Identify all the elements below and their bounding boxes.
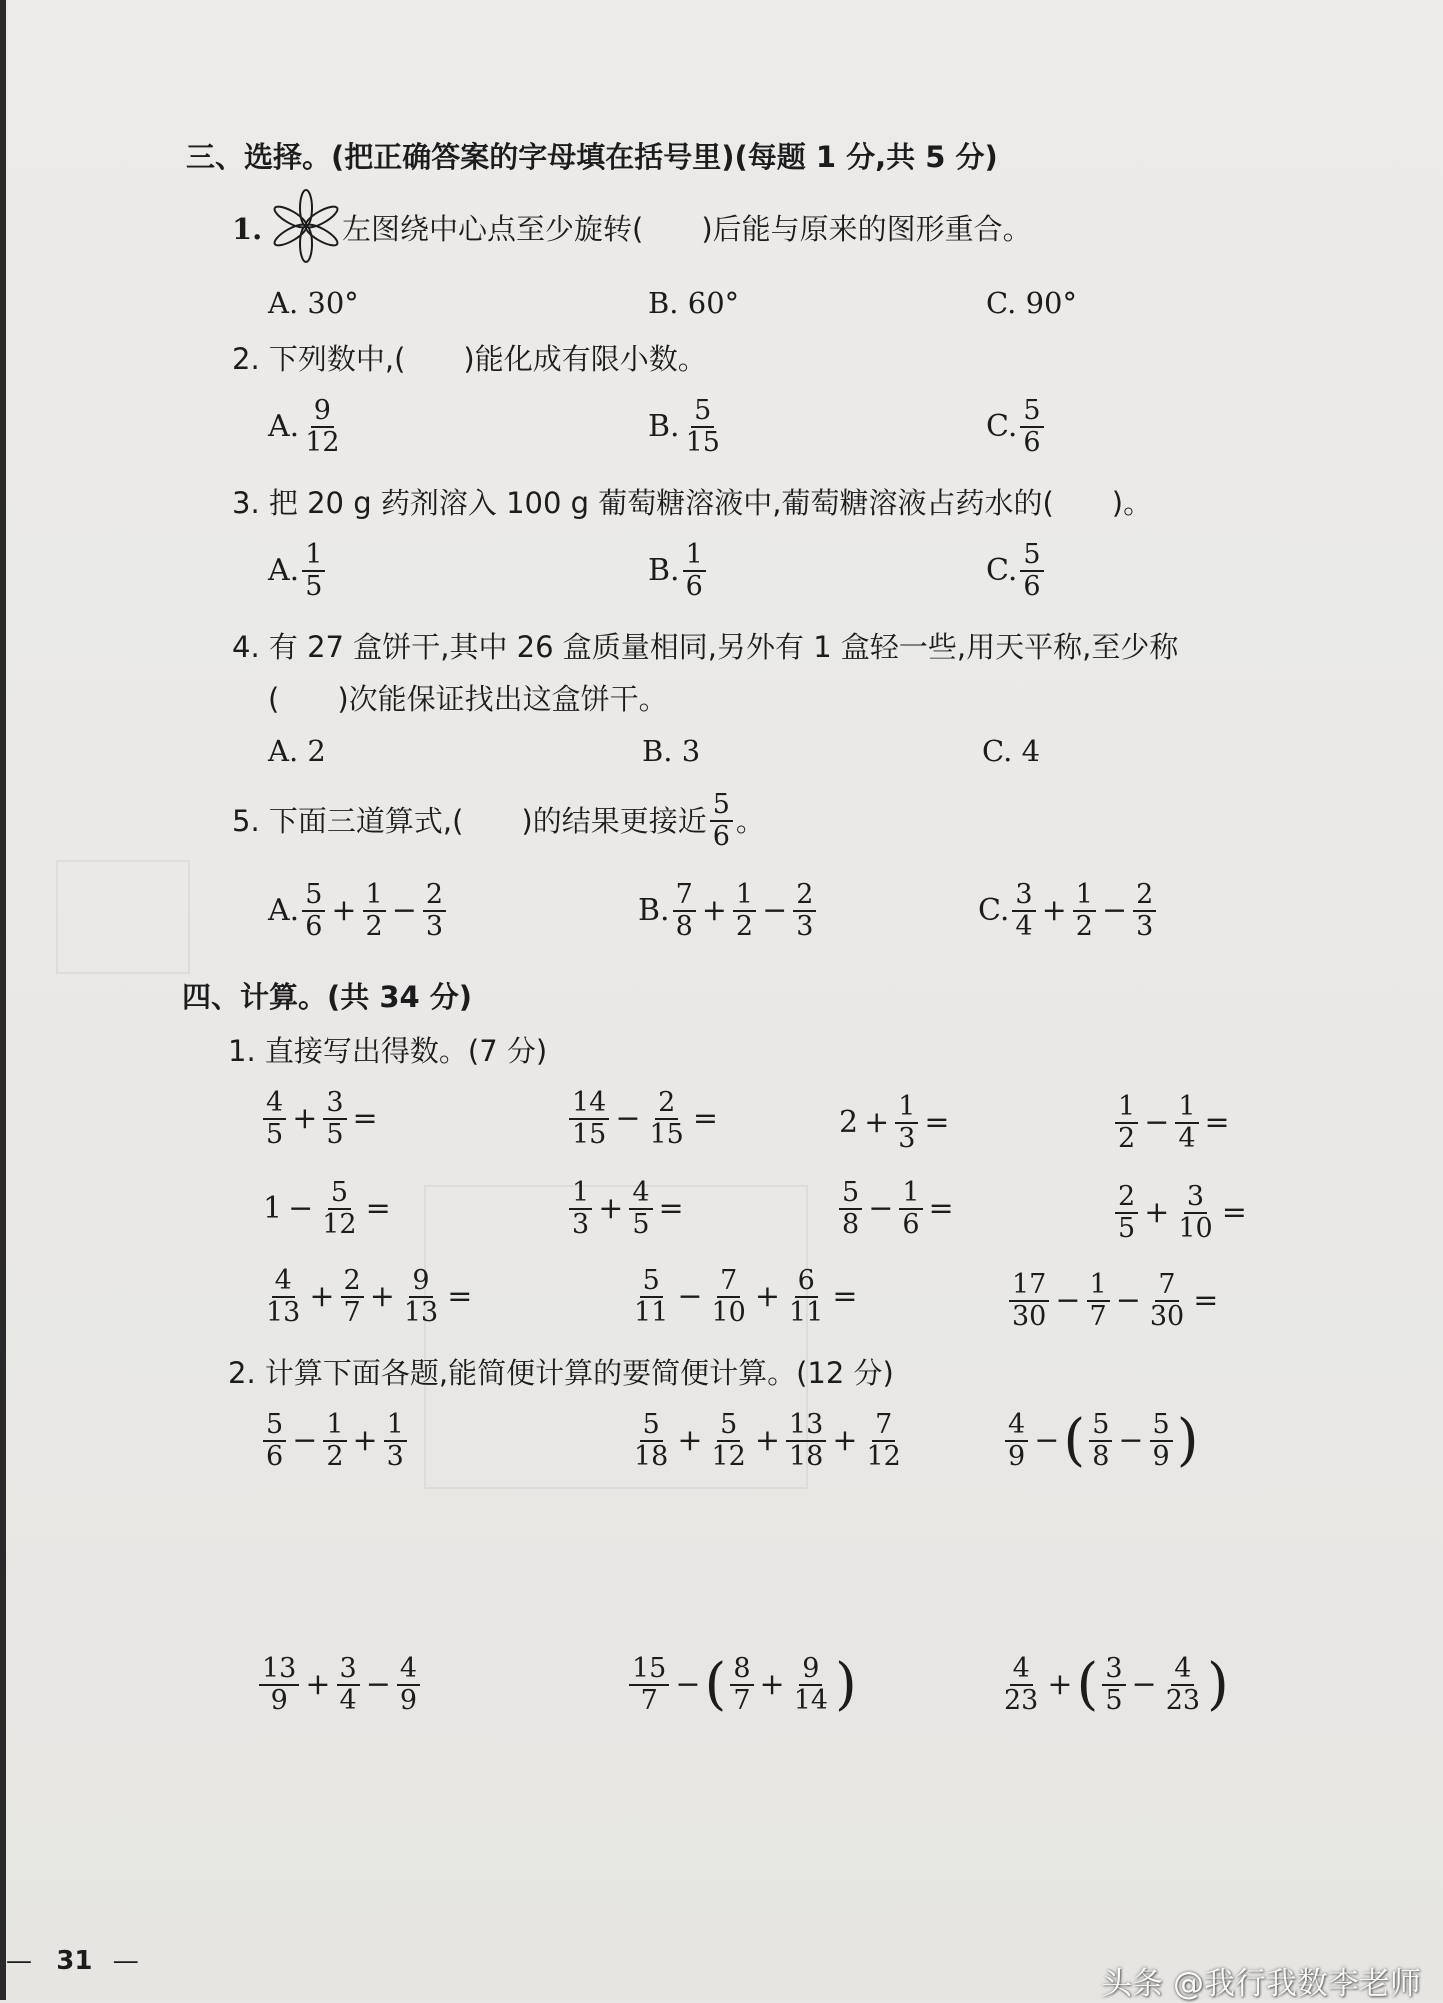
q3-b-label: B.	[648, 553, 680, 588]
fraction: $\frac{4}{5}$	[263, 1088, 286, 1150]
fraction: $\frac{2}{15}$	[649, 1087, 684, 1150]
operator: −	[675, 1667, 701, 1702]
q5-option-c	[978, 880, 1159, 942]
operator: +	[1041, 893, 1067, 928]
number: 1	[263, 1191, 283, 1226]
q3-c-label: C.	[986, 553, 1018, 588]
parenthesis: )	[835, 1652, 857, 1717]
calc-r3c1	[260, 1266, 475, 1328]
q1-number	[232, 212, 262, 246]
operator: −	[1144, 1105, 1170, 1140]
operator: −	[677, 1279, 703, 1314]
simplify-e1	[260, 1410, 410, 1472]
operator: +	[352, 1423, 378, 1458]
operator: −	[391, 893, 417, 928]
fraction: $\frac{4}{9}$	[1005, 1410, 1028, 1472]
operator: +	[759, 1667, 785, 1702]
fraction: $\frac{1}{3}$	[895, 1092, 918, 1154]
fraction: $\frac{1}{6}$	[683, 540, 706, 602]
operator: =	[924, 1105, 950, 1140]
q5-a-label: A.	[268, 893, 300, 928]
operator: +	[1047, 1667, 1073, 1702]
fraction: $\frac{6}{11}$	[789, 1265, 824, 1328]
operator: +	[598, 1191, 624, 1226]
fraction: $\frac{1}{2}$	[733, 880, 756, 942]
calc-r2c3	[836, 1178, 957, 1240]
q4-option-b: B. 3	[642, 734, 701, 768]
simplify-e4	[256, 1654, 423, 1716]
operator: +	[292, 1101, 318, 1136]
q2-text: 2. 下列数中,( )能化成有限小数。	[232, 342, 707, 376]
operator: =	[352, 1101, 378, 1136]
fraction: $\frac{5}{6}$	[263, 1410, 286, 1472]
operator: +	[754, 1423, 780, 1458]
operator: +	[305, 1667, 331, 1702]
fraction: $\frac{4}{9}$	[397, 1654, 420, 1716]
worksheet-page	[6, 0, 1443, 2000]
operator: −	[1055, 1283, 1081, 1318]
simplify-e3	[1002, 1410, 1200, 1472]
simplify-e2	[628, 1410, 907, 1472]
q4-option-a: A. 2	[268, 734, 326, 768]
fraction: $\frac{1}{7}$	[1087, 1270, 1110, 1332]
page-number: 31	[56, 1946, 93, 1976]
fraction: $\frac{5}{6}$	[1020, 540, 1043, 602]
q1-num: 1.	[232, 212, 263, 246]
q5-target-fraction: $\frac{5}{6}$	[710, 790, 733, 852]
fraction: $\frac{1}{6}$	[899, 1178, 922, 1240]
q5-a-expression	[299, 880, 449, 942]
fraction: $\frac{9}{12}$	[305, 395, 340, 458]
calc-r3c3	[1006, 1270, 1221, 1332]
fraction: $\frac{4}{13}$	[266, 1265, 301, 1328]
section4-title: 四、计算。(共 34 分)	[182, 980, 473, 1014]
parenthesis: (	[1076, 1652, 1099, 1717]
fraction: $\frac{5}{15}$	[685, 395, 720, 458]
footer-dash-left: —	[6, 1946, 32, 1976]
calc-r1c2	[566, 1088, 721, 1150]
operator: −	[762, 893, 788, 928]
fraction: $\frac{1}{4}$	[1175, 1092, 1198, 1154]
q2-option-a	[268, 396, 346, 458]
q2-a-label: A.	[268, 409, 300, 444]
operator: +	[701, 893, 727, 928]
fraction: $\frac{15}{7}$	[629, 1654, 669, 1716]
operator: +	[331, 893, 357, 928]
q2-b-label: B.	[648, 409, 680, 444]
operator: +	[309, 1279, 335, 1314]
q5-option-a	[268, 880, 449, 942]
fraction: $\frac{14}{15}$	[569, 1088, 609, 1150]
bleed-through-box	[56, 860, 190, 974]
operator: +	[832, 1423, 858, 1458]
simplify-e6	[998, 1654, 1230, 1716]
q4-option-c: C. 4	[982, 734, 1041, 768]
fraction: $\frac{3}{4}$	[337, 1654, 360, 1716]
footer-dash-right: —	[112, 1946, 139, 1976]
calc-r3c2	[628, 1266, 861, 1328]
fraction: $\frac{1}{2}$	[323, 1410, 346, 1472]
fraction: $\frac{5}{9}$	[1150, 1410, 1173, 1472]
fraction: $\frac{4}{5}$	[629, 1178, 652, 1240]
operator: −	[868, 1191, 894, 1226]
watermark-text: 头条 @我行我数李老师	[1101, 1966, 1421, 2002]
operator: =	[1204, 1105, 1230, 1140]
fraction: $\frac{1}{5}$	[302, 540, 325, 602]
fraction: $\frac{5}{8}$	[1089, 1410, 1112, 1472]
parenthesis: )	[1176, 1408, 1199, 1473]
q3-option-a	[268, 540, 328, 602]
fraction: $\frac{7}{10}$	[711, 1265, 746, 1328]
fraction: $\frac{5}{6}$	[1020, 396, 1043, 458]
operator: =	[832, 1279, 858, 1314]
fraction: $\frac{13}{18}$	[786, 1410, 826, 1472]
fraction: $\frac{5}{11}$	[634, 1265, 669, 1328]
q1-option-a: A. 30°	[268, 286, 359, 320]
operator: =	[447, 1279, 473, 1314]
page-footer	[6, 1944, 139, 1978]
q1-option-b: B. 60°	[648, 286, 740, 320]
operator: −	[615, 1101, 641, 1136]
q5-text-label: 5. 下面三道算式,( )的结果更接近	[232, 804, 707, 838]
operator: −	[1101, 893, 1128, 928]
fraction: $\frac{13}{9}$	[259, 1654, 299, 1716]
fraction: $\frac{5}{12}$	[322, 1177, 357, 1240]
number: 2	[839, 1105, 859, 1140]
q3-a-label: A.	[268, 553, 300, 588]
fraction: $\frac{3}{5}$	[1102, 1654, 1125, 1716]
operator: +	[369, 1279, 395, 1314]
fraction: $\frac{1}{3}$	[384, 1410, 407, 1472]
section3-title: 三、选择。(把正确答案的字母填在括号里)(每题 1 分,共 5 分)	[186, 140, 998, 174]
fraction: $\frac{2}{5}$	[1115, 1182, 1138, 1244]
fraction: $\frac{17}{30}$	[1009, 1270, 1049, 1332]
part1-title: 1. 直接写出得数。(7 分)	[228, 1034, 548, 1068]
fraction: $\frac{5}{6}$	[302, 880, 325, 942]
operator: +	[864, 1105, 890, 1140]
operator: −	[1115, 1283, 1141, 1318]
q1-option-c: C. 90°	[986, 286, 1077, 320]
parenthesis: (	[704, 1652, 727, 1717]
fraction: $\frac{1}{2}$	[363, 880, 386, 942]
calc-r2c1	[260, 1178, 394, 1240]
fraction: $\frac{4}{23}$	[1004, 1653, 1039, 1716]
operator: =	[365, 1191, 391, 1226]
operator: +	[754, 1279, 780, 1314]
operator: −	[365, 1667, 391, 1702]
q1-text: 左图绕中心点至少旋转( )后能与原来的图形重合。	[342, 212, 1032, 246]
operator: =	[928, 1191, 954, 1226]
calc-r1c1	[260, 1088, 381, 1150]
q5-c-expression	[1009, 880, 1159, 942]
operator: =	[1221, 1195, 1247, 1230]
parenthesis: )	[1207, 1652, 1229, 1717]
fraction: $\frac{2}{3}$	[793, 880, 816, 942]
fraction: $\frac{8}{7}$	[730, 1654, 753, 1716]
q4-text-line1: 4. 有 27 盒饼干,其中 26 盒质量相同,另外有 1 盒轻一些,用天平称,至少称	[232, 630, 1179, 664]
fraction: $\frac{2}{3}$	[1133, 880, 1156, 942]
fraction: $\frac{3}{4}$	[1012, 880, 1035, 942]
fraction: $\frac{4}{23}$	[1165, 1653, 1201, 1716]
q5-b-expression	[670, 880, 820, 942]
q2-c-label: C.	[986, 409, 1018, 444]
q3-option-c	[986, 540, 1047, 602]
fraction: $\frac{2}{3}$	[423, 880, 446, 942]
part2-title: 2. 计算下面各题,能简便计算的要简便计算。(12 分)	[228, 1356, 894, 1390]
calc-r1c3	[836, 1092, 953, 1154]
calc-r2c2	[566, 1178, 687, 1240]
fraction: $\frac{7}{8}$	[673, 880, 696, 942]
fraction: $\frac{5}{18}$	[634, 1409, 669, 1472]
q4-text-line2: ( )次能保证找出这盒饼干。	[268, 682, 668, 716]
q5-text: 5. 下面三道算式,( )的结果更接近 $\frac{5}{6}$ 。	[232, 789, 765, 852]
fraction: $\frac{7}{30}$	[1149, 1269, 1185, 1332]
q2-option-c	[986, 396, 1047, 458]
fraction: $\frac{9}{13}$	[403, 1265, 439, 1328]
q2-option-b	[648, 396, 726, 458]
fraction: $\frac{9}{14}$	[793, 1653, 829, 1716]
simplify-e5	[626, 1654, 858, 1716]
operator: −	[1034, 1423, 1060, 1458]
fraction: $\frac{2}{7}$	[341, 1266, 364, 1328]
fraction: $\frac{1}{2}$	[1073, 880, 1096, 942]
operator: =	[658, 1191, 684, 1226]
operator: +	[1144, 1195, 1170, 1230]
q3-text: 3. 把 20 g 药剂溶入 100 g 葡萄糖溶液中,葡萄糖溶液占药水的( )。	[232, 486, 1153, 520]
parenthesis: (	[1063, 1408, 1086, 1473]
fraction: $\frac{1}{2}$	[1115, 1092, 1138, 1154]
q5-c-label: C.	[978, 893, 1010, 928]
operator: −	[292, 1423, 318, 1458]
q5-b-label: B.	[638, 893, 670, 928]
fraction: $\frac{3}{10}$	[1178, 1181, 1213, 1244]
operator: =	[692, 1101, 718, 1136]
calc-r2c4	[1112, 1182, 1250, 1244]
flower-figure-icon	[270, 188, 342, 264]
operator: =	[1193, 1283, 1219, 1318]
operator: −	[1118, 1423, 1144, 1458]
operator: −	[1131, 1667, 1157, 1702]
q5-option-b	[638, 880, 819, 942]
operator: −	[288, 1191, 314, 1226]
calc-r1c4	[1112, 1092, 1233, 1154]
fraction: $\frac{5}{12}$	[711, 1409, 746, 1472]
fraction: $\frac{3}{5}$	[323, 1088, 346, 1150]
q3-option-b	[648, 540, 709, 602]
fraction: $\frac{5}{8}$	[839, 1178, 862, 1240]
fraction: $\frac{7}{12}$	[866, 1409, 901, 1472]
fraction: $\frac{1}{3}$	[569, 1178, 592, 1240]
operator: +	[677, 1423, 703, 1458]
